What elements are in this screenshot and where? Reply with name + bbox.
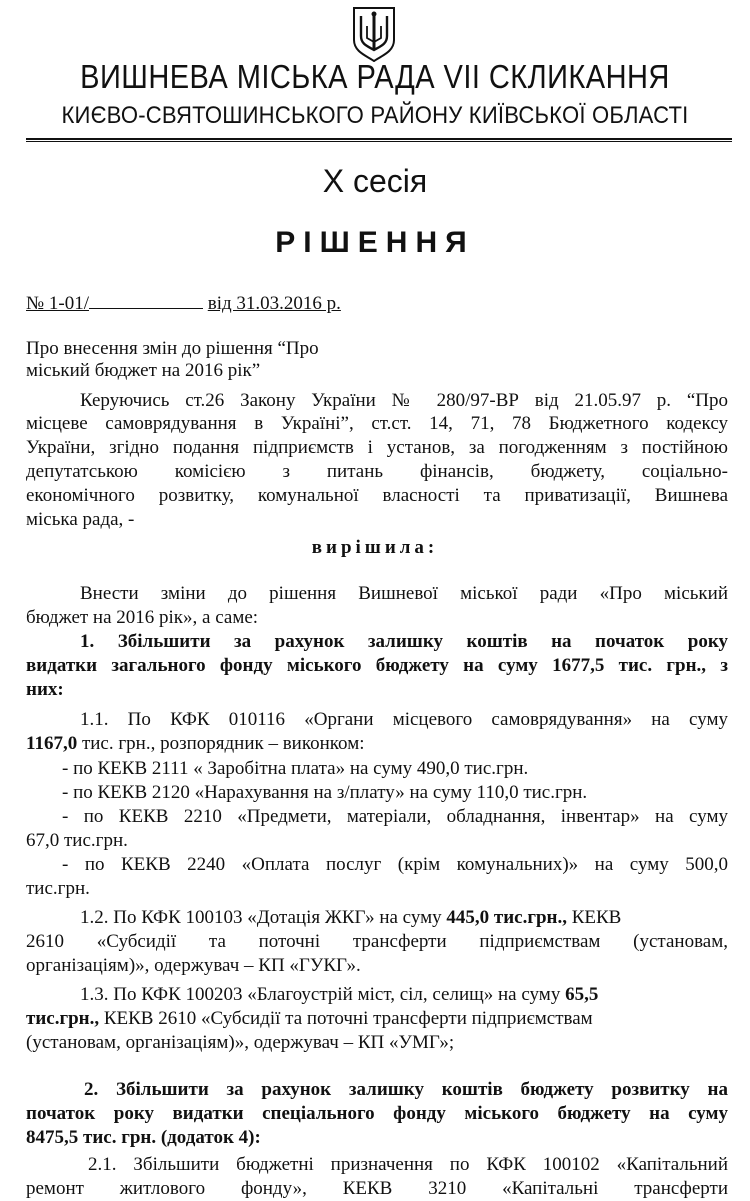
council-title: ВИШНЕВА МІСЬКА РАДА VII СКЛИКАННЯ — [80, 58, 670, 95]
item2-1-line: 2.1. Збільшити бюджетні призначення по КФК 100102 «Капітальний — [88, 1154, 728, 1175]
item1-3-rest: КЕКВ 2610 «Субсидії та поточні трансферти підприємствам — [99, 1008, 593, 1029]
preamble-line: України, згідно подання підприємств і установ, за погодженням з постійною — [26, 437, 728, 458]
item2-line: 2. Збільшити за рахунок залишку коштів бюджету розвитку на — [84, 1079, 728, 1100]
trident-emblem-icon — [351, 6, 397, 62]
session-title: Х сесія — [322, 163, 428, 199]
subject-line: міський бюджет на 2016 рік” — [26, 360, 261, 381]
item1-line: видатки загального фонду міського бюджету на суму 1677,5 тис. грн., з — [26, 655, 728, 676]
item1-3-pre: 1.3. По КФК 100203 «Благоустрій міст, сіл, селищ» на суму — [80, 984, 566, 1005]
item1-3-unit: тис.грн., — [26, 1008, 100, 1029]
item1-2-line: 2610 «Субсидії та поточні трансферти підприємствам (установам, — [26, 931, 728, 952]
preamble-line: депутатською комісією з питань фінансів, бюджету, соціально- — [26, 461, 728, 482]
header-rule — [26, 138, 732, 140]
header-rule-thin — [26, 141, 732, 142]
item1-2-line: організаціям)», одержувач – КП «ГУКГ». — [26, 955, 361, 976]
item2-line: 8475,5 тис. грн. (додаток 4): — [26, 1127, 261, 1148]
item1-2-line — [80, 906, 728, 930]
decision-number: № 1-01/ — [26, 293, 89, 314]
decision-meta — [26, 292, 728, 316]
item1-1-amount: 1167,0 — [26, 733, 78, 754]
item2-line: початок року видатки спеціального фонду міського бюджету на суму — [26, 1103, 728, 1124]
decision-title: РІШЕННЯ — [275, 226, 475, 259]
item1-2-post: КЕКВ — [566, 907, 622, 928]
item1-3-line: (установам, організаціям)», одержувач – КП «УМГ»; — [26, 1032, 455, 1053]
intro-line: Внести зміни до рішення Вишневої міської ради «Про міський — [80, 583, 728, 604]
kekv-line: - по КЕКВ 2210 «Предмети, матеріали, обладнання, інвентар» на суму — [62, 806, 728, 827]
kekv-line: - по КЕКВ 2240 «Оплата послуг (крім комунальних)» на суму 500,0 — [62, 854, 728, 875]
kekv-line: тис.грн. — [26, 878, 90, 899]
item1-1-line: 1.1. По КФК 010116 «Органи місцевого самоврядування» на суму — [80, 709, 728, 730]
item1-line: них: — [26, 679, 64, 700]
subject-line: Про внесення змін до рішення “Про — [26, 338, 319, 359]
item1-2-amount: 445,0 тис.грн., — [446, 907, 567, 928]
item2-1-line: ремонт житлового фонду», КЕКВ 3210 «Капітальні трансферти — [26, 1178, 728, 1199]
intro-line: бюджет на 2016 рік», а саме: — [26, 607, 259, 628]
number-blank — [89, 292, 203, 309]
decision-date: від 31.03.2016 р. — [207, 293, 341, 314]
item1-3-amount: 65,5 — [565, 984, 599, 1005]
preamble-line: економічного розвитку, комунальної власності та приватизації, Вишнева — [26, 485, 728, 506]
kekv-line: 67,0 тис.грн. — [26, 830, 128, 851]
item1-1-rest: тис. грн., розпорядник – виконком: — [77, 733, 365, 754]
item1-2-pre: 1.2. По КФК 100103 «Дотація ЖКГ» на суму — [80, 907, 447, 928]
kekv-line: - по КЕКВ 2111 « Заробітна плата» на суму 490,0 тис.грн. — [62, 758, 529, 779]
item1-3-line — [26, 1007, 728, 1031]
item1-3-line — [80, 983, 728, 1007]
item1-line: 1. Збільшити за рахунок залишку коштів на початок року — [80, 631, 728, 652]
council-region: КИЄВО-СВЯТОШИНСЬКОГО РАЙОНУ КИЇВСЬКОЇ ОБЛАСТІ — [61, 102, 689, 129]
resolved-heading: вирішила: — [311, 537, 439, 558]
preamble-line: Керуючись ст.26 Закону України № 280/97-ВР від 21.05.97 р. “Про — [80, 390, 728, 411]
preamble-line: міська рада, - — [26, 509, 135, 530]
preamble-line: місцеве самоврядування в Україні”, ст.ст. 14, 71, 78 Бюджетного кодексу — [26, 413, 728, 434]
item1-1-line — [26, 732, 728, 756]
kekv-line: - по КЕКВ 2120 «Нарахування на з/плату» на суму 110,0 тис.грн. — [62, 782, 588, 803]
